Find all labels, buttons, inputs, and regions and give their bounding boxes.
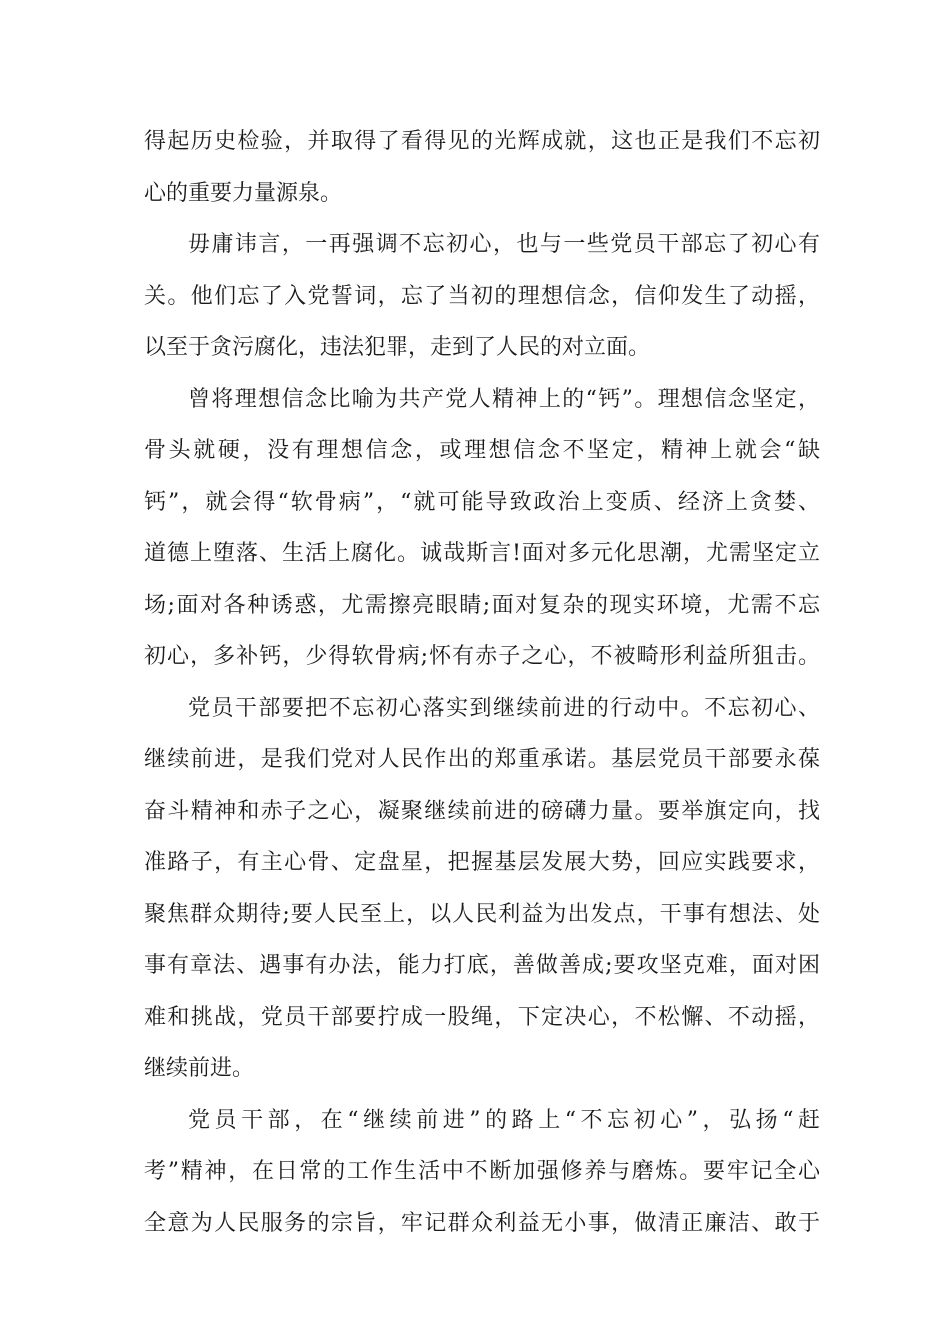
text-line: 骨头就硬，没有理想信念，或理想信念不坚定，精神上就会“缺 bbox=[144, 438, 820, 463]
text-line: 以至于贪污腐化，违法犯罪，走到了人民的对立面。 bbox=[144, 335, 651, 360]
text-line: 党员干部，在“继续前进”的路上“不忘初心”，弘扬“赶 bbox=[188, 1107, 820, 1133]
text-line: 准路子，有主心骨、定盘星，把握基层发展大势，回应实践要求， bbox=[144, 850, 820, 875]
text-line: 道德上堕落、生活上腐化。诚哉斯言!面对多元化思潮，尤需坚定立 bbox=[144, 541, 820, 566]
text-line: 事有章法、遇事有办法，能力打底，善做善成;要攻坚克难，面对困 bbox=[144, 953, 820, 978]
text-line: 聚焦群众期待;要人民至上，以人民利益为出发点，干事有想法、处 bbox=[144, 901, 820, 927]
text-line: 继续前进。 bbox=[144, 1056, 255, 1081]
text-line: 关。他们忘了入党誓词，忘了当初的理想信念，信仰发生了动摇， bbox=[144, 283, 820, 309]
text-line: 全意为人民服务的宗旨，牢记群众利益无小事，做清正廉洁、敢于 bbox=[144, 1210, 820, 1236]
text-line: 毋庸讳言，一再强调不忘初心，也与一些党员干部忘了初心有 bbox=[188, 232, 820, 257]
text-line: 心的重要力量源泉。 bbox=[144, 180, 343, 206]
text-line: 奋斗精神和赤子之心，凝聚继续前进的磅礴力量。要举旗定向，找 bbox=[144, 798, 820, 824]
document-body bbox=[144, 116, 820, 1249]
text-line: 得起历史检验，并取得了看得见的光辉成就，这也正是我们不忘初 bbox=[144, 129, 820, 154]
text-line: 党员干部要把不忘初心落实到继续前进的行动中。不忘初心、 bbox=[188, 695, 820, 721]
text-line: 难和挑战，党员干部要拧成一股绳，下定决心，不松懈、不动摇， bbox=[144, 1004, 820, 1030]
text-line: 考”精神，在日常的工作生活中不断加强修养与磨炼。要牢记全心 bbox=[144, 1159, 820, 1184]
text-line: 初心，多补钙，少得软骨病;怀有赤子之心，不被畸形利益所狙击。 bbox=[144, 644, 820, 669]
text-line: 曾将理想信念比喻为共产党人精神上的“钙”。理想信念坚定， bbox=[188, 386, 820, 412]
text-line: 钙”，就会得“软骨病”，“就可能导致政治上变质、经济上贪婪、 bbox=[144, 489, 820, 515]
text-line: 继续前进，是我们党对人民作出的郑重承诺。基层党员干部要永葆 bbox=[144, 747, 820, 772]
text-line: 场;面对各种诱惑，尤需擦亮眼睛;面对复杂的现实环境，尤需不忘 bbox=[144, 592, 820, 618]
